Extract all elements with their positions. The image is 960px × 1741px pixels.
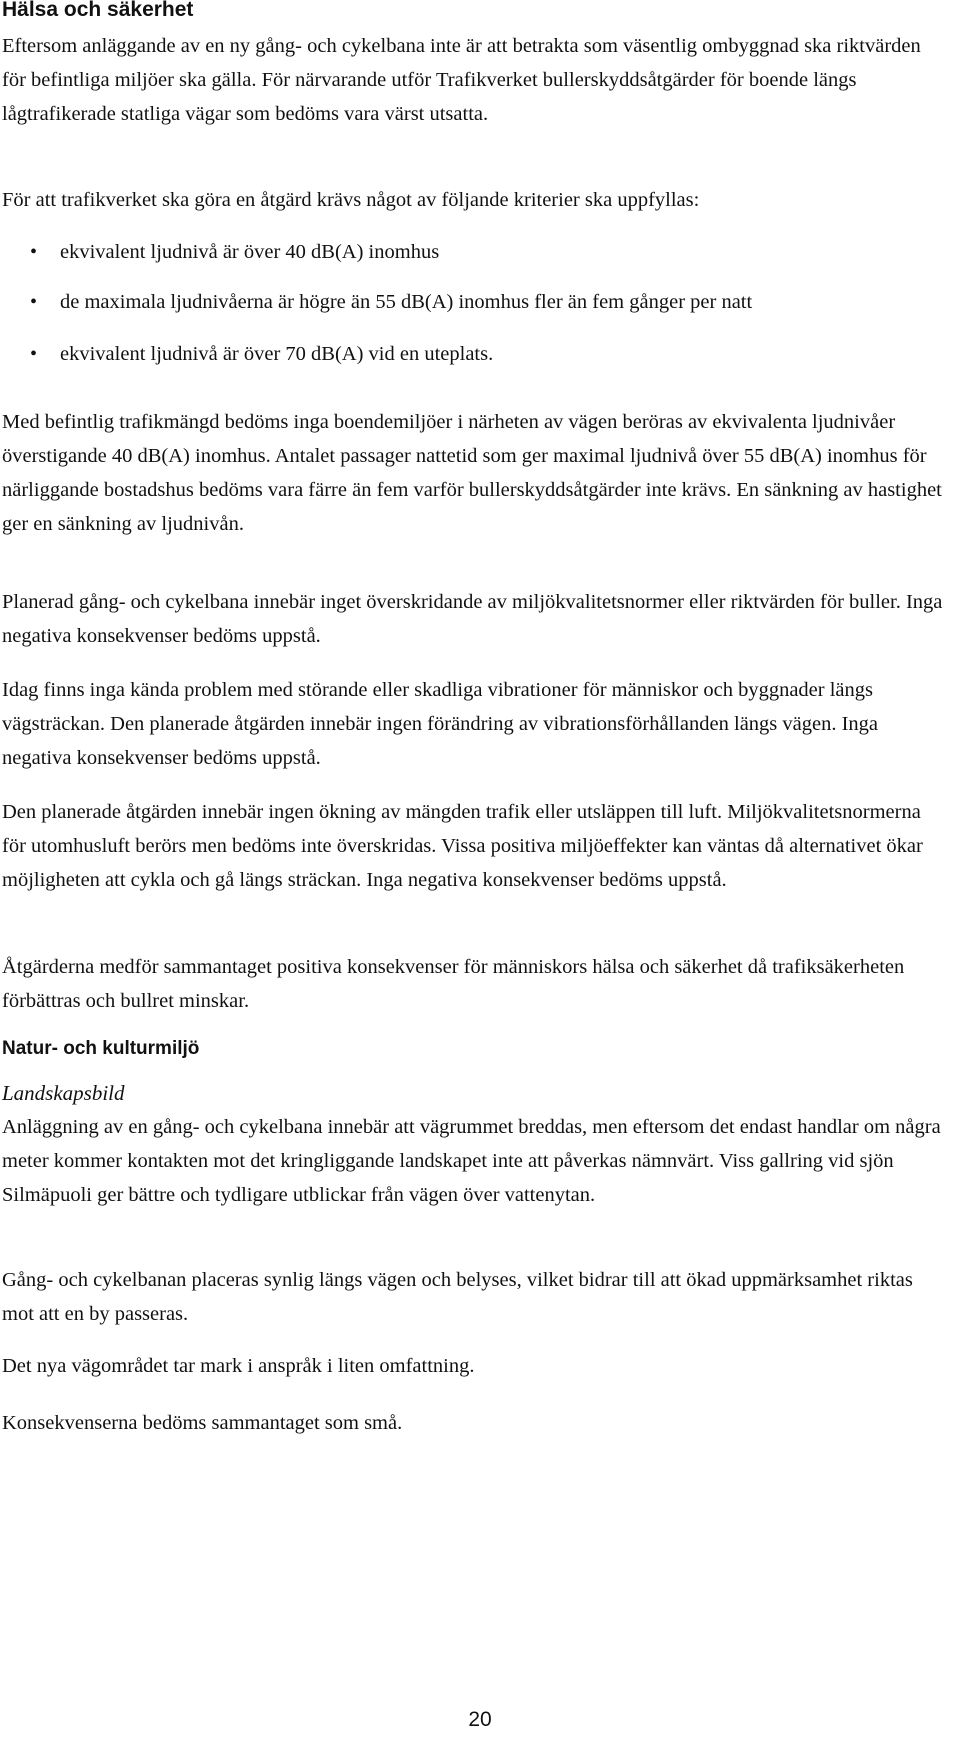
paragraph-criteria-intro: För att trafikverket ska göra en åtgärd krävs något av följande kriterier ska uppfyllas: — [2, 189, 700, 211]
paragraph: Åtgärderna medför sammantaget positiva konsekvenser för människors hälsa och säkerhet då trafiksäkerheten förbättras och bullret minskar. — [2, 956, 905, 1012]
paragraph: Gång- och cykelbanan placeras synlig längs vägen och belyses, vilket bidrar till att ökad uppmärksamhet riktas mot att en by passeras. — [2, 1269, 913, 1325]
paragraph: Med befintlig trafikmängd bedöms inga boendemiljöer i närheten av vägen beröras av ekvivalenta ljudnivåer överstigande 40 dB(A) inomhus. Antalet passager nattetid som ger maximal ljudnivå över 55 dB(A) inomhus för närliggande bostadshus bedöms vara färre än fem varför bullerskyddsåtgärder inte krävs. En sänkning av hastighet ger en sänkning av ljudnivån. — [2, 411, 942, 535]
list-item: • ekvivalent ljudnivå är över 70 dB(A) vid en uteplats. — [60, 337, 955, 371]
subheading-landskapsbild: Landskapsbild — [2, 1081, 125, 1105]
paragraph: Idag finns inga kända problem med störande eller skadliga vibrationer för människor och byggnader längs vägsträckan. Den planerade åtgärden innebär ingen förändring av vibrationsförhållanden längs vägen. Inga negativa konsekvenser bedöms uppstå. — [2, 679, 879, 769]
paragraph: Den planerade åtgärden innebär ingen ökning av mängden trafik eller utsläppen till luft. Miljökvalitetsnormerna för utomhusluft berörs men bedöms inte överskridas. Vissa positiva miljöeffekter kan väntas då alternativet ökar möjligheten att cykla och gå längs sträckan. Inga negativa konsekvenser bedöms uppstå. — [2, 801, 923, 891]
list-item: • ekvivalent ljudnivå är över 40 dB(A) inomhus — [60, 235, 955, 269]
section-heading-health: Hälsa och säkerhet — [2, 0, 194, 21]
paragraph: Eftersom anläggande av en ny gång- och cykelbana inte är att betrakta som väsentlig ombyggnad ska riktvärden för befintliga miljöer ska gälla. För närvarande utför Trafikverket bullerskyddsåtgärder för boende längs lågtrafikerade statliga vägar som bedöms vara värst utsatta. — [2, 35, 921, 125]
criteria-list — [30, 235, 955, 371]
paragraph: Konsekvenserna bedöms sammantaget som små. — [2, 1412, 403, 1434]
bullet-icon: • — [30, 241, 38, 263]
list-item: • de maximala ljudnivåerna är högre än 55 dB(A) inomhus fler än fem gånger per natt — [60, 285, 955, 319]
paragraph: Anläggning av en gång- och cykelbana innebär att vägrummet breddas, men eftersom det endast handlar om några meter kommer kontakten mot det kringliggande landskapet inte att påverkas nämnvärt. Viss gallring vid sjön Silmäpuoli ger bättre och tydligare utblickar från vägen över vattenytan. — [2, 1116, 941, 1206]
paragraph: Planerad gång- och cykelbana innebär inget överskridande av miljökvalitetsnormer eller riktvärden för buller. Inga negativa konsekvenser bedöms uppstå. — [2, 591, 943, 647]
bullet-icon: • — [30, 291, 38, 313]
paragraph: Det nya vägområdet tar mark i anspråk i liten omfattning. — [2, 1355, 475, 1377]
bullet-icon: • — [30, 343, 38, 365]
section-heading-nature: Natur- och kulturmiljö — [2, 1038, 200, 1059]
page-number: 20 — [468, 1708, 492, 1731]
